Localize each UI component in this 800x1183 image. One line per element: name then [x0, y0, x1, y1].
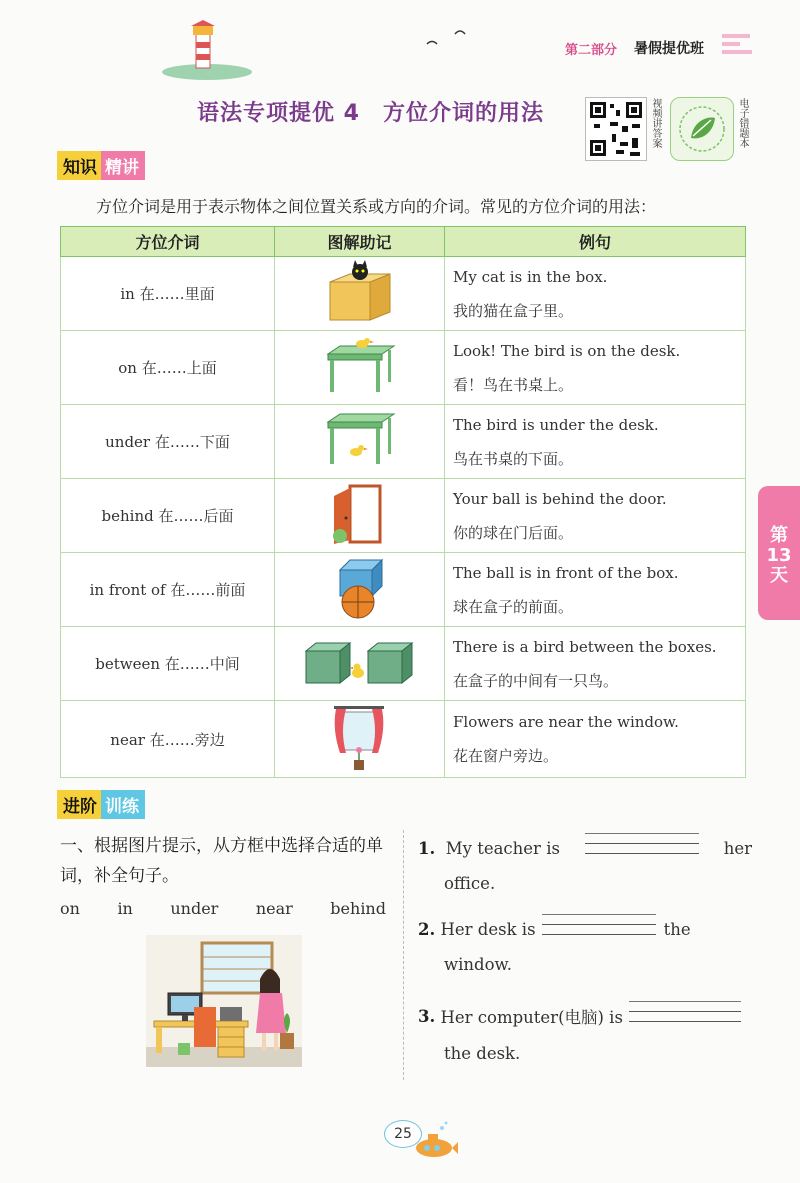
- preposition-cell: under 在……下面: [61, 405, 275, 479]
- day-side-tab[interactable]: [758, 486, 800, 620]
- page-number: 25: [384, 1120, 422, 1148]
- intro-text: 方位介词是用于表示物体之间位置关系或方向的介词。常见的方位介词的用法：: [96, 197, 657, 216]
- item-text: My teacher is: [445, 839, 560, 858]
- seagull-icon: [425, 26, 470, 48]
- day-tab-line: 天: [770, 565, 788, 586]
- bird-between-boxes-icon: [302, 635, 418, 689]
- preposition-cell: between 在……中间: [61, 627, 275, 701]
- ball-behind-door-icon: [320, 482, 400, 546]
- item-text: the: [663, 920, 691, 939]
- column-header: 图解助记: [275, 227, 445, 257]
- page-title: 语法专项提优 4 方位介词的用法: [197, 101, 544, 126]
- qr-label: 视频讲答案: [650, 98, 661, 148]
- ball-in-front-of-box-icon: [320, 556, 400, 620]
- section-tag-knowledge: [57, 152, 145, 179]
- leaf-icon: [671, 98, 733, 160]
- example-zh: 球在盒子的前面。: [453, 597, 574, 616]
- example-en: There is a bird between the boxes.: [453, 637, 717, 656]
- item-text: Her computer(电脑) is: [440, 1008, 623, 1027]
- header-part: 第二部分: [565, 43, 618, 58]
- table-row: [61, 257, 746, 331]
- example-en: The ball is in front of the box.: [453, 563, 679, 582]
- word-bank: [60, 899, 386, 918]
- prepositions-table: [60, 226, 746, 778]
- column-divider: [403, 830, 404, 1080]
- exercise-item-3: [418, 1004, 758, 1063]
- office-scene-icon: [146, 935, 302, 1067]
- example-en: Your ball is behind the door.: [453, 489, 667, 508]
- answer-blank[interactable]: [585, 843, 699, 854]
- section-tag-a: 进阶: [57, 790, 101, 819]
- qr-code[interactable]: [585, 97, 647, 161]
- item-number: 3.: [418, 1006, 436, 1026]
- item-text: window.: [444, 955, 512, 974]
- example-en: Look! The bird is on the desk.: [453, 341, 681, 360]
- bird-on-desk-icon: [320, 336, 400, 396]
- table-row: [61, 479, 746, 553]
- preposition-cell: near 在……旁边: [61, 701, 275, 778]
- item-text: office.: [444, 874, 496, 893]
- lighthouse-icon: [160, 20, 255, 80]
- answer-blank[interactable]: [629, 1011, 741, 1022]
- item-number: 1.: [418, 839, 436, 858]
- word-option: under: [170, 899, 219, 918]
- preposition-cell: on 在……上面: [61, 331, 275, 405]
- example-zh: 花在窗户旁边。: [453, 747, 559, 765]
- example-en: The bird is under the desk.: [453, 415, 659, 434]
- item-text: Her desk is: [440, 920, 536, 939]
- submarine-icon: [412, 1120, 458, 1160]
- header-decor-icon: [718, 30, 758, 58]
- word-option: on: [60, 899, 80, 918]
- example-zh: 你的球在门后面。: [453, 523, 574, 542]
- word-option: in: [117, 899, 133, 918]
- preposition-cell: in front of 在……前面: [61, 553, 275, 627]
- example-en: My cat is in the box.: [453, 267, 608, 286]
- error-book-label: 电子错题本: [737, 98, 748, 148]
- word-option: behind: [330, 899, 386, 918]
- word-option: near: [255, 899, 293, 918]
- item-number: 2.: [418, 920, 436, 939]
- question-instruction: 一、根据图片提示，从方框中选择合适的单词，补全句子。: [60, 836, 383, 886]
- table-header-row: [61, 227, 746, 257]
- section-tag-practice: [57, 791, 145, 818]
- table-row: [61, 701, 746, 778]
- table-row: [61, 627, 746, 701]
- cat-in-box-icon: [320, 260, 400, 324]
- bird-under-desk-icon: [320, 410, 400, 470]
- table-row: [61, 405, 746, 479]
- section-tag-b: 精讲: [101, 151, 145, 180]
- example-zh: 在盒子的中间有一只鸟。: [453, 671, 619, 690]
- exercise-item-2: [418, 920, 752, 974]
- answer-blank[interactable]: [542, 924, 656, 935]
- section-tag-a: 知识: [57, 151, 101, 180]
- item-text: the desk.: [444, 1044, 521, 1063]
- day-tab-line: 第: [770, 525, 788, 546]
- qr-code-icon: [586, 98, 646, 160]
- table-row: [61, 331, 746, 405]
- section-tag-b: 训练: [101, 790, 145, 819]
- column-header: 方位介词: [61, 227, 275, 257]
- exercise-item-1: [418, 839, 752, 893]
- preposition-cell: behind 在……后面: [61, 479, 275, 553]
- table-row: [61, 553, 746, 627]
- flowers-near-window-icon: [320, 702, 400, 772]
- preposition-cell: in 在……里面: [61, 257, 275, 331]
- item-text: her: [723, 839, 752, 858]
- example-zh: 我的猫在盒子里。: [453, 301, 574, 320]
- header-class-name: 暑假提优班: [634, 41, 704, 57]
- column-header: 例句: [445, 227, 746, 257]
- example-zh: 鸟在书桌的下面。: [453, 449, 574, 468]
- day-tab-number: 13: [766, 545, 792, 566]
- error-book-logo[interactable]: [670, 97, 734, 161]
- example-zh: 看！鸟在书桌上。: [453, 375, 574, 394]
- example-en: Flowers are near the window.: [453, 713, 679, 731]
